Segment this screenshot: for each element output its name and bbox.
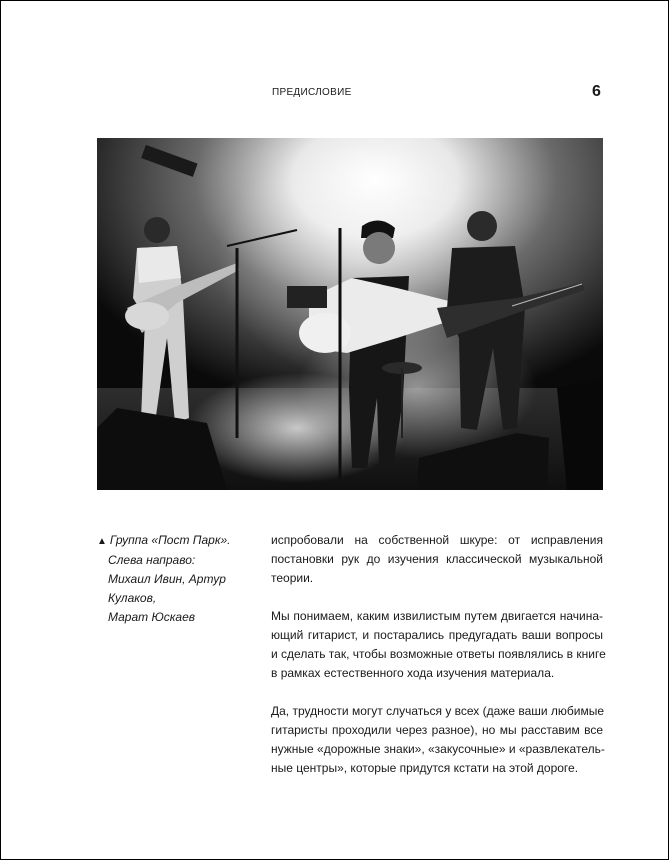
paragraph-1 — [271, 531, 603, 588]
text-line: и сделать так, чтобы возможные ответы появлялись в книге — [271, 647, 606, 661]
caption-line-2: Слева направо: — [108, 553, 196, 567]
photo-caption — [97, 531, 267, 627]
text-line: ющий гитарист, и постарались предугадать ваши вопросы — [271, 628, 603, 642]
text-line: ные центры», которые придутся кстати на этой дороге. — [271, 761, 579, 775]
text-line: в рамках естественного хода изучения материала. — [271, 666, 555, 680]
text-line: Мы понимаем, каким извилистым путем двигается начина- — [271, 609, 603, 623]
caption-line-3: Михаил Ивин, Артур Кулаков, — [108, 572, 226, 605]
text-line: постановки рук до изучения классической музыкальной — [271, 552, 603, 566]
text-line: Да, трудности могут случаться у всех (даже ваши любимые — [271, 704, 605, 718]
band-photo — [97, 138, 603, 490]
text-line: испробовали на собственной шкуре: от исправления — [271, 533, 603, 547]
caption-triangle-icon: ▲ — [97, 536, 107, 547]
page-number: 6 — [592, 83, 601, 100]
running-header-title: ПРЕДИСЛОВИЕ — [272, 87, 352, 98]
text-line: нужные «дорожные знаки», «закусочные» и «развлекатель- — [271, 742, 605, 756]
body-text — [271, 531, 606, 797]
caption-line-1: ▲ Группа «Пост Парк». — [97, 533, 231, 547]
text-line: гитаристы проходили через разное), но мы расставим все — [271, 723, 603, 737]
paragraph-2 — [271, 607, 606, 683]
paragraph-3 — [271, 702, 603, 778]
text-line: теории. — [271, 571, 314, 585]
band-photo-illustration — [97, 138, 603, 490]
caption-line-4: Марат Юскаев — [108, 610, 196, 624]
